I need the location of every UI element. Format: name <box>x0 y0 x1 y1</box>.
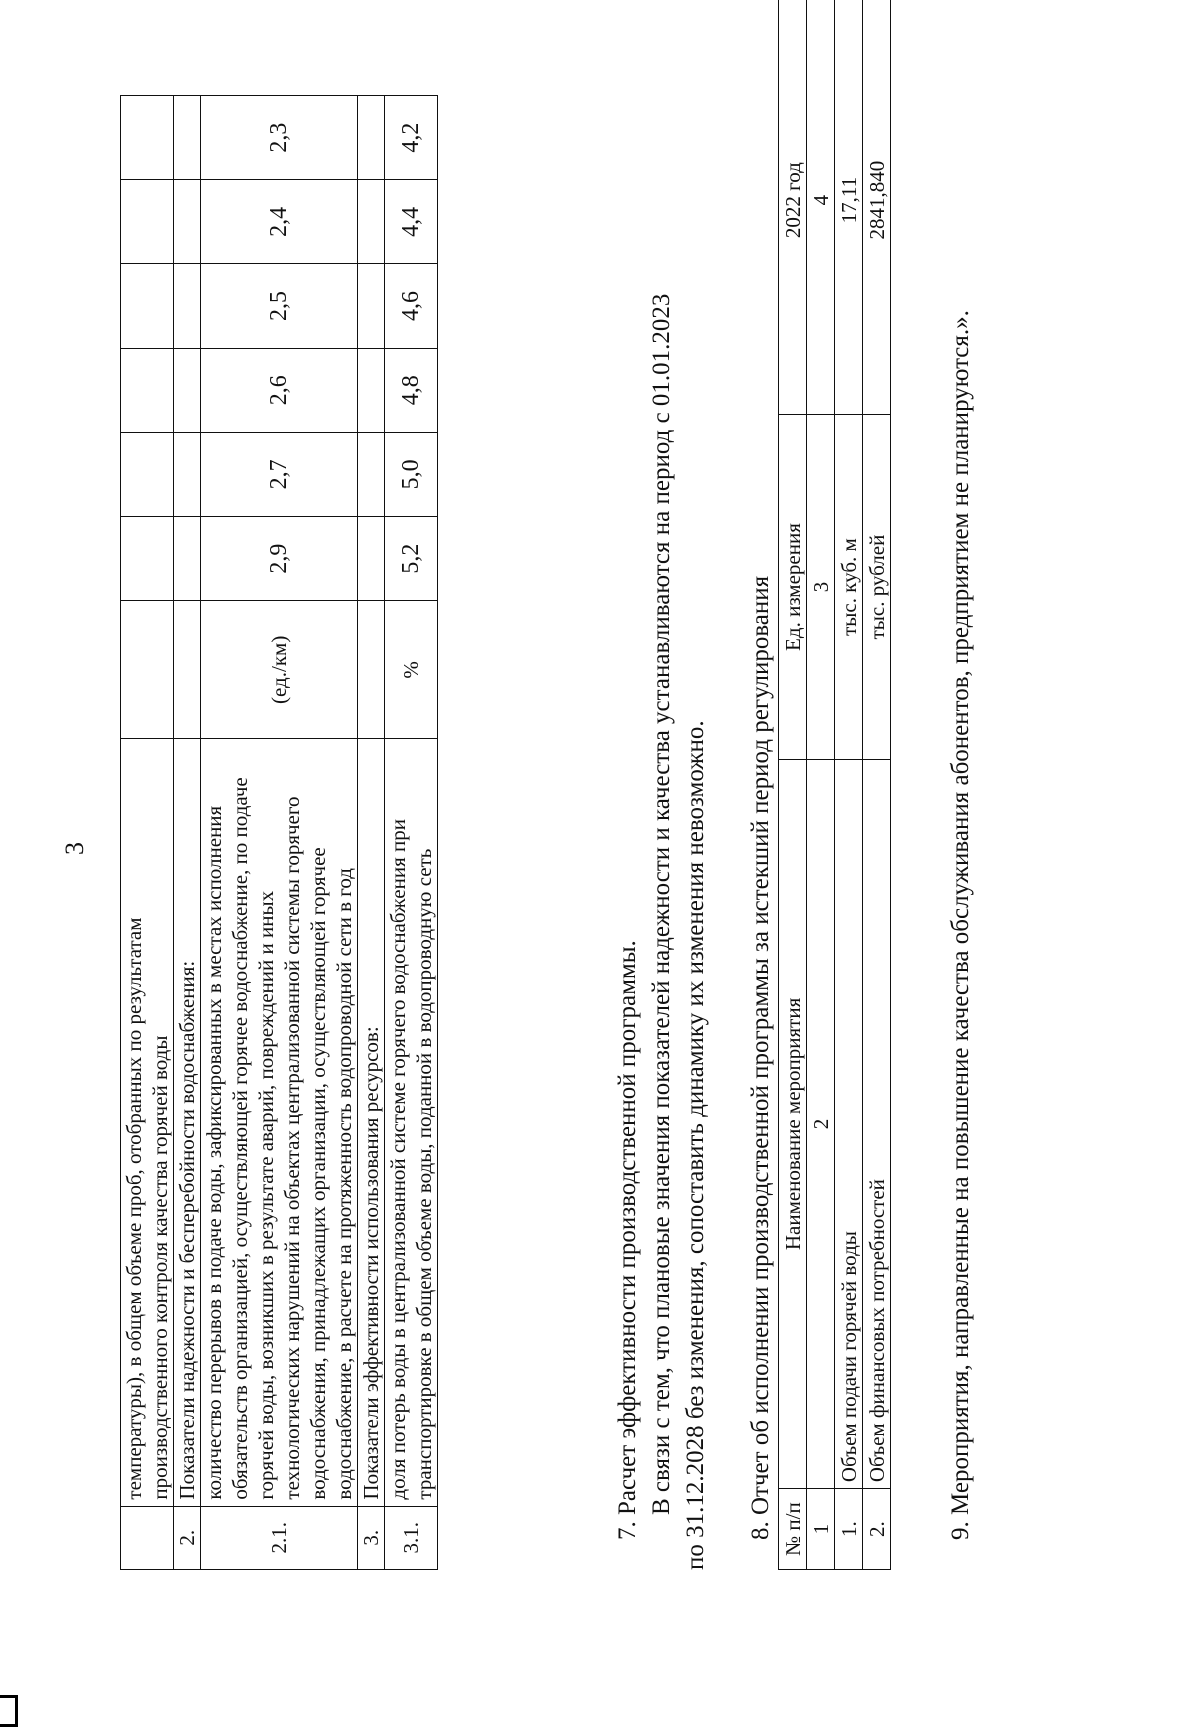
row-value <box>358 348 385 432</box>
header-cell: Наименование мероприятия <box>779 759 807 1488</box>
section7-line2: по 31.12.2028 без изменения, сопоставить динамику их изменения невозможно. <box>682 720 709 1570</box>
header-cell: 2022 год <box>779 0 807 415</box>
row-value <box>174 264 201 348</box>
row-value: 4,2 <box>385 96 438 180</box>
row-value <box>174 517 201 601</box>
colnum-cell: 1 <box>807 1489 835 1570</box>
row-value: 17,11 <box>835 0 863 415</box>
section-heading: Показатели эффективности использования ресурсов: <box>358 739 385 1506</box>
row-unit: % <box>385 601 438 739</box>
section-row <box>358 96 385 1570</box>
row-value <box>358 432 385 516</box>
row-value <box>121 517 174 601</box>
header-cell: № п/п <box>779 1489 807 1570</box>
section-row <box>174 96 201 1570</box>
table-row <box>121 96 174 1570</box>
section9-text: 9. Мероприятия, направленные на повышение качества обслуживания абонентов, предприятием не планируются.». <box>947 310 974 1540</box>
row-number: 1. <box>835 1489 863 1570</box>
colnum-cell: 3 <box>807 415 835 760</box>
row-value <box>358 96 385 180</box>
row-value <box>174 96 201 180</box>
row-value: 5,2 <box>385 517 438 601</box>
row-value <box>174 348 201 432</box>
row-value <box>174 432 201 516</box>
row-number: 3. <box>358 1506 385 1569</box>
header-cell: Ед. измерения <box>779 415 807 760</box>
row-name: Объем финансовых потребностей <box>863 759 891 1488</box>
row-value <box>121 96 174 180</box>
row-value: 2,4 <box>201 180 358 264</box>
table-row <box>835 0 863 1570</box>
row-value: 4,8 <box>385 348 438 432</box>
row-name: доля потерь воды в централизованной системе горячего водоснабжения при транспортировке в общем объеме воды, поданной в водопроводную сеть <box>385 739 438 1506</box>
row-value: 2,5 <box>201 264 358 348</box>
row-value: 2,6 <box>201 348 358 432</box>
row-name: температуры), в общем объеме проб, отобранных по результатам производственного контроля качества горячей воды <box>121 739 174 1506</box>
table-row <box>863 0 891 1570</box>
row-value <box>358 264 385 348</box>
row-number: 2. <box>863 1489 891 1570</box>
section8-title: 8. Отчет об исполнении производственной программы за истекший период регулирования <box>747 575 774 1540</box>
row-value <box>121 180 174 264</box>
row-number: 2. <box>174 1506 201 1569</box>
row-value <box>174 180 201 264</box>
row-value <box>121 348 174 432</box>
row-number: 2.1. <box>201 1506 358 1569</box>
row-value <box>121 264 174 348</box>
indicators-table <box>120 95 438 1570</box>
row-value: 2841,840 <box>863 0 891 415</box>
row-unit: тыс. рублей <box>863 415 891 760</box>
row-value <box>358 517 385 601</box>
row-unit <box>121 601 174 739</box>
section7-line1: В связи с тем, что плановые значения показателей надежности и качества устанавливаются на период с 01.01.2023 <box>648 293 675 1515</box>
row-value: 2,3 <box>201 96 358 180</box>
table-row <box>201 96 358 1570</box>
page-number: 3 <box>60 842 89 855</box>
row-unit <box>358 601 385 739</box>
row-name: Объем подачи горячей воды <box>835 759 863 1488</box>
row-unit: (ед./км) <box>201 601 358 739</box>
report-table-colnums <box>807 0 835 1570</box>
row-number <box>121 1506 174 1569</box>
row-value: 2,7 <box>201 432 358 516</box>
row-unit <box>174 601 201 739</box>
report-table <box>778 0 891 1570</box>
colnum-cell: 4 <box>807 0 835 415</box>
row-unit: тыс. куб. м <box>835 415 863 760</box>
row-value: 4,4 <box>385 180 438 264</box>
row-name: количество перерывов в подаче воды, зафиксированных в местах исполнения обязательств организацией, осуществляющей горячее водоснабжение, по подаче горячей воды, возникших в результате аварий, повреждений и иных технологических нарушений на объектах централизованной системы горячего водоснабжения, принадлежащих организации, осуществляющей горячее водоснабжение, в расчете на протяженность водопроводной сети в год <box>201 739 358 1506</box>
section-heading: Показатели надежности и бесперебойности водоснабжения: <box>174 739 201 1506</box>
row-value: 5,0 <box>385 432 438 516</box>
row-value <box>358 180 385 264</box>
section7-title: 7. Расчет эффективности производственной программы. <box>614 940 641 1540</box>
table-row <box>385 96 438 1570</box>
row-value <box>121 432 174 516</box>
row-number: 3.1. <box>385 1506 438 1569</box>
row-value: 2,9 <box>201 517 358 601</box>
colnum-cell: 2 <box>807 759 835 1488</box>
report-table-header <box>779 0 807 1570</box>
row-value: 4,6 <box>385 264 438 348</box>
